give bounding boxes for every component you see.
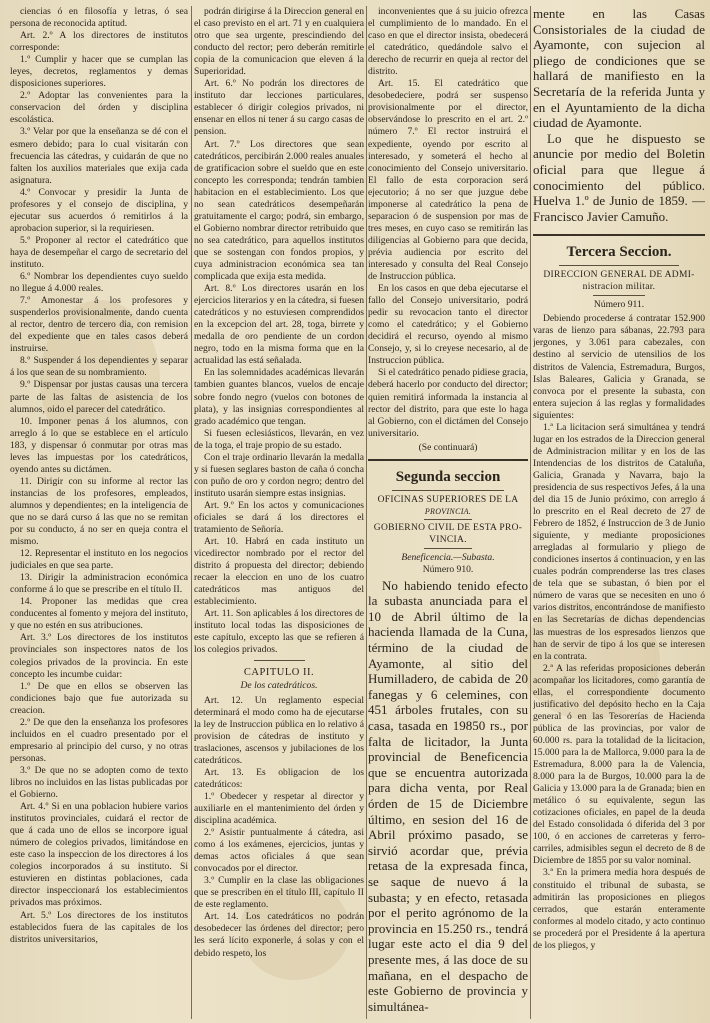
divider <box>559 265 679 266</box>
paragraph: Art. 7.º Los directores que sean catedráticos, percibirán 2.000 reales anuales de gratificacion sobre el sueldo que en este concepto les corresponda; tendrán tambien habitacion en el establecimiento. Los que no sean catedráticos desempeñarán gratuitamente el cargo; podrá, sin embargo, el Gobierno nombrar director retribuido que no sea catedrático, para aquellos institutos que se sostengan con fondos propios, y cuya administracion económica sea tan complicada que exija esta medida. <box>194 138 364 283</box>
paragraph: 2.ª A las referidas proposiciones deberán acompañar los licitadores, como garantía de ellas, el correspondiente documento justificativo del depósito hecho en la Caja general ó en las Tesorerías de Hacienda pública de las provincias, por valor de 60.000 rs. para la totalidad de la licitacion, 15.000 para la de Mallorca, 9.000 para la de Estremadura, 8.000 para la de Valencia, 8.000 para la de Burgos, 10.000 para la de Galicia y 13.000 para la de Granada; bien en metálico ó su equivalente, segun las cotizaciones oficiales, en papel de la deuda del Estado consolidada ó diferida del 3 por 100, ó en acciones de carreteras y ferro-carriles, admisibles segun el decreto de 8 de Diciembre de 1855 por su valor nominal. <box>533 662 705 867</box>
paragraph: 3.º De que no se adopten como de texto libros no incluidos en las listas publicadas por el Gobierno. <box>10 764 188 801</box>
direction-header: DIRECCION GENERAL DE ADMI- <box>543 270 695 281</box>
paragraph: En las solemnidades académicas llevarán tambien guantes blancos, vuelos de encaje sobre fondo negro (vuelos con botones de plata), y las insignias correspondientes al grado académico que tengan. <box>194 367 364 427</box>
subasta-notice-continued <box>533 6 705 224</box>
paragraph: Art. 15. El catedrático que desobedeciere, podrá ser suspenso provisionalmente por el director, observándose lo prescrito en el art. 2.º número 7.º El rector instruirá el expediente, oyendo por escrito al interesado, y someterá el hecho al conocimiento del Consejo universitario. El fallo de esta corporacion será ejecutorio; á no ser que juzgue debe imponerse al catedrático la pena de separacion ó de suspension por mas de tres meses, en cuyo caso se remitirán las diligencias al Gobierno para que decida, prévia audiencia por escrito del interesado y consulta del Real Consejo de Instruccion pública. <box>368 78 528 283</box>
paragraph: Si el catedrático penado pidiese gracia, deberá hacerlo por conducto del director; quien remitirá informada la instancia al rector del distrito, para que este lo haga al Gobierno, con el dictámen del Consejo universitario. <box>368 367 528 439</box>
notice-text-continued: mente en las Casas Consistoriales de la ciudad de Ayamonte, con sujecion al pliego de condiciones que se hallará de manifiesto en la Secretaría de la referida Junta y en el Ayuntamiento de la dicha ciudad de Ayamonte. <box>533 6 705 131</box>
paragraph: 3.º Velar por que la enseñanza se dé con el esmero debido; para lo cual visitarán con frecuencia las cátedras, y cuidarán de que no falten los auxilios materiales que exija cada asignatura. <box>10 126 188 186</box>
paragraph: 2.º Asistir puntualmente á cátedra, asi como á los exámenes, ejercicios, juntas y demas actos oficiales á que sean convocados por el director. <box>194 827 364 875</box>
notice-closing: Lo que he dispuesto se anuncie por medio del Boletin oficial para que llegue á conocimiento del público. Huelva 1.º de Junio de 1859. —Francisco Javier Camuño. <box>533 130 705 224</box>
paragraph: Art. 9.º En los actos y comunicaciones oficiales se dará á los directores el tratamiento de Señoría. <box>194 499 364 536</box>
paragraph: Art. 2.º A los directores de institutos corresponde: <box>10 30 188 54</box>
column-rule <box>530 6 531 1019</box>
paragraph: Debiendo procederse á contratar 152.900 varas de lienzo para sábanas, 22.793 para jergones, y 3.061 para cabezales, con destino al servicio de utensilios de los distritos de Valencia, Estremadura, Burgos, Islas Baleares, Galicia y Granada, se convoca por el presente la subasta, con entera sujecion á las reglas y formalidades siguientes: <box>533 313 705 421</box>
notice-text: No habiendo tenido efecto la subasta anunciada para el 10 de Abril último de la hacienda llamada de la Cuna, término de la ciudad de Ayamonte, al sitio del Humilladero, de cabida de 20 fanegas y 6 celemines, con 451 árboles frutales, con su casa, tasada en 19850 rs., por falta de licitador, la Junta provincial de Beneficencia que se encuentra autorizada para dicha venta, por Real órden de 15 de Diciembre último, en sesion del 16 de Abril próximo pasado, se sirvió acordar que, prévia retasa de la expresada finca, se saque de nuevo á la subasta; y en efecto, retasada por el perito agrónomo de la provincia en 15.250 rs., tendrá lugar este acto el dia 9 del presente mes, á las doce de su mañana, en el despacho de este Gobierno de provincia y simultánea- <box>368 577 528 1014</box>
paragraph: 7.º Amonestar á los profesores y suspenderlos provisionalmente, dando cuenta al rector, dentro de tercero dia, con remision del expediente que en tales casos deberá instruirse. <box>10 295 188 355</box>
column-2-text-a <box>194 6 364 657</box>
column-3-text <box>368 6 528 440</box>
column-2-text-b <box>194 695 364 960</box>
paragraph: 6.º Nombrar los dependientes cuyo sueldo no llegue á 4.000 reales. <box>10 271 188 295</box>
paragraph: 2.º Adoptar las convenientes para la conservacion del órden y disciplina escolástica. <box>10 90 188 126</box>
column-2 <box>194 6 364 1019</box>
paragraph: 1.º Cumplir y hacer que se cumplan las leyes, decretos, reglamentos y demas disposiciones superiores. <box>10 54 188 90</box>
notice-number: Número 910. <box>422 563 474 575</box>
column-1-text <box>10 6 188 946</box>
government-header: GOBIERNO CIVIL DE ESTA PRO- <box>373 522 523 533</box>
office-subheader: PROVINCIA. <box>424 506 472 516</box>
paragraph: Art. 3.º Los directores de los institutos provinciales son inspectores natos de los colegios privados de la provincia. En este concepto les incumbe cuidar: <box>10 632 188 680</box>
paragraph: Con el traje ordinario llevarán la medalla y si fuesen seglares baston de caña ó concha con puño de oro y cordon negro; dentro del instituto usarán siempre estas insignias. <box>194 451 364 499</box>
column-rule <box>366 6 367 1019</box>
continuation-note: (Se continuará) <box>418 441 478 453</box>
paragraph: 11. Dirigir con su informe al rector las instancias de los profesores, empleados, alumnos y dependientes; en la inteligencia de que no se dará curso á las que no se remitan por su conducto, á no ser en queja contra el mismo. <box>10 475 188 548</box>
divider <box>392 490 504 491</box>
column-4-text <box>533 313 705 951</box>
column-3 <box>368 6 528 1019</box>
section-rule <box>368 459 528 461</box>
paragraph: 4.º Convocar y presidir la Junta de profesores y el consejo de disciplina, y ejecutar sus acuerdos ó remitirlos á la aprobacion superior, si la requiriesen. <box>10 186 188 234</box>
paragraph: 12. Representar el instituto en los negocios judiciales en que sea parte. <box>10 548 188 572</box>
section-title-segunda: Segunda seccion <box>395 468 501 485</box>
paragraph: Art. 13. Es obligacion de los catedráticos: <box>194 766 364 790</box>
notice-number: Número 911. <box>593 299 645 311</box>
divider <box>593 295 645 296</box>
paragraph: 13. Dirigir la administracion económica conforme á lo que se prescribe en el título II. <box>10 572 188 596</box>
paragraph: 3.º Cumplir en la clase las obligaciones que se prescriben en el título III, capítulo II de este reglamento. <box>194 875 364 911</box>
paragraph: 10. Imponer penas á los alumnos, con arreglo á lo que se establece en el artículo 183, y dispensar ó conmutar por otras mas leves las impuestas por los catedráticos, oyendo antes su dictámen. <box>10 415 188 475</box>
paragraph: podrán dirigirse á la Direccion general en el caso previsto en el art. 71 y en cualquiera otro que sea urgente, prescindiendo del conducto del rector; pero deberán remitirle copia de la comunicacion que eleven á la Superioridad. <box>194 6 364 78</box>
column-4 <box>533 6 705 1019</box>
chapter-subtitle: De los catedráticos. <box>240 679 318 691</box>
paragraph: 9.º Dispensar por justas causas una tercera parte de las faltas de asistencia de los alumnos, oido el parecer del catedrático. <box>10 379 188 415</box>
divider <box>254 660 305 661</box>
paragraph: ciencias ó en filosofía y letras, ó sea persona de reconocida aptitud. <box>10 6 188 30</box>
paragraph: 3.ª En la primera media hora después de constituido el tribunal de subasta, se admitirán las proposiciones en pliegos cerrados, que estarán enteramente conformes al modelo citado, y acto continuo se procederá por el Presidente á la apertura de los pliegos, y <box>533 867 705 951</box>
paragraph: 1.º De que en ellos se observen las condiciones bajo que fue autorizada su creacion. <box>10 680 188 716</box>
chapter-title: CAPITULO II. <box>243 666 315 678</box>
paragraph: Art. 11. Son aplicables á los directores de instituto local todas las disposiciones de este capítulo, excepto las que se refieren á los colegios privados. <box>194 608 364 656</box>
section-title-tercera: Tercera Seccion. <box>566 244 672 261</box>
paragraph: Art. 6.º No podrán los directores de instituto dar lecciones particulares, establecer ó dirigir colegios privados, ni ensenar en ellos ni tener á su cargo casas de pension. <box>194 78 364 138</box>
paragraph: Si fuesen eclesiásticos, llevarán, en vez de la toga, el traje propio de su estado. <box>194 427 364 451</box>
paragraph: Art. 14. Los catedráticos no podrán desobedecer las órdenes del director; pero les será lícito exponerle, á solas y con el debido respeto, los <box>194 911 364 959</box>
paragraph: 8.º Suspender á los dependientes y separar á los que sean de su nombramiento. <box>10 355 188 379</box>
subasta-notice <box>368 578 528 1015</box>
divider <box>424 548 472 549</box>
paragraph: 5.º Proponer al rector el catedrático que haya de desempeñar el cargo de secretario del instituto. <box>10 234 188 270</box>
section-rule <box>533 234 705 236</box>
paragraph: Art. 5.º Los directores de los institutos establecidos fuera de las capitales de los distritos universitarios, <box>10 909 188 945</box>
paragraph: Art. 4.º Si en una poblacion hubiere varios institutos provinciales, cuidará el rector de que á cada uno de ellos se incorpore igual número de colegios privados, limitándose en este caso la inspeccion de los directores á los colegios incorporados á su instituto. Si estuvieren en distintas poblaciones, cada director inspeccionará los establecimientos privados mas próximos. <box>10 801 188 909</box>
paragraph: Art. 10. Habrá en cada instituto un vicedirector nombrado por el rector del distrito á propuesta del director; debiendo recaer la eleccion en uno de los cuatro catedráticos mas antiguos del establecimiento. <box>194 536 364 608</box>
notice-subhead: Beneficencia.—Subasta. <box>401 551 495 563</box>
paragraph: inconvenientes que á su juicio ofrezca el cumplimiento de lo mandado. En el caso en que el director insista, obedecerá el catedrático, quedándole salvo el derecho de recurrir en queja al rector del distrito. <box>368 6 528 78</box>
direction-subheader: nistracion militar. <box>582 282 656 293</box>
office-header: OFICINAS SUPERIORES DE LA <box>377 494 519 505</box>
government-subheader: VINCIA. <box>429 534 467 545</box>
paragraph: 2.º De que den la enseñanza los profesores incluidos en el cuadro presentado por el empresario al principio del curso, y no otras personas. <box>10 716 188 764</box>
paragraph: En los casos en que deba ejecutarse el fallo del Consejo universitario, podrá pedir su revocacion tanto el director como el catedrático; y el Gobierno decidirá el recurso, oyendo al mismo Consejo, y, si lo creyese necesario, al de Instruccion pública. <box>368 283 528 367</box>
paragraph: 1.ª La licitacion será simultánea y tendrá lugar en los estrados de la Direccion general de Administracion militar y en los de las Intendencias de los distritos de Cataluña, Galicia, Granada y Navarra, bajo la presidencia de sus respectivos Jefes, á la una del dia 15 de Junio próximo, con arreglo á lo prescrito en el Real decreto de 27 de Febrero de 1852, é Instruccion de 3 de Junio siguiente, y mediante proposiciones arregladas al formulario y pliego de condiciones insertos á continuacion, y en las cuales podrán comprenderse las tres clases de tela que se subastan, ó bien por el número de varas que se necesiten en uno ó varios distritos, encontrándose de manifiesto en las Secretarías de dichas dependencias las muestras de los espresados lienzos que han de servir de tipo á los que se interesen en la contrata. <box>533 421 705 662</box>
paragraph: Art. 8.º Los directores usarán en los ejercicios literarios y en la cátedra, si fuesen catedráticos y no estuviesen comprendidos en la excepcion del art. 28, toga, birrete y medalla de oro pendiente de un cordon negro, todo en la misma forma que en la actualidad las está señalada. <box>194 283 364 367</box>
divider <box>424 519 472 520</box>
paragraph: 14. Proponer las medidas que crea conducentes al fomento y mejora del instituto, y que no estén en sus atribuciones. <box>10 596 188 632</box>
paragraph: 1.º Obedecer y respetar al director y auxiliarle en el mantenimiento del órden y disciplina académica. <box>194 790 364 826</box>
column-1 <box>10 6 188 1019</box>
column-rule <box>191 6 192 1019</box>
paragraph: Art. 12. Un reglamento especial determinará el modo como ha de ejecutarse la ley de Instruccion pública en lo relativo á provision de cátedras de instituto y traslaciones, ascensos y jubilaciones de los catedráticos. <box>194 694 364 766</box>
